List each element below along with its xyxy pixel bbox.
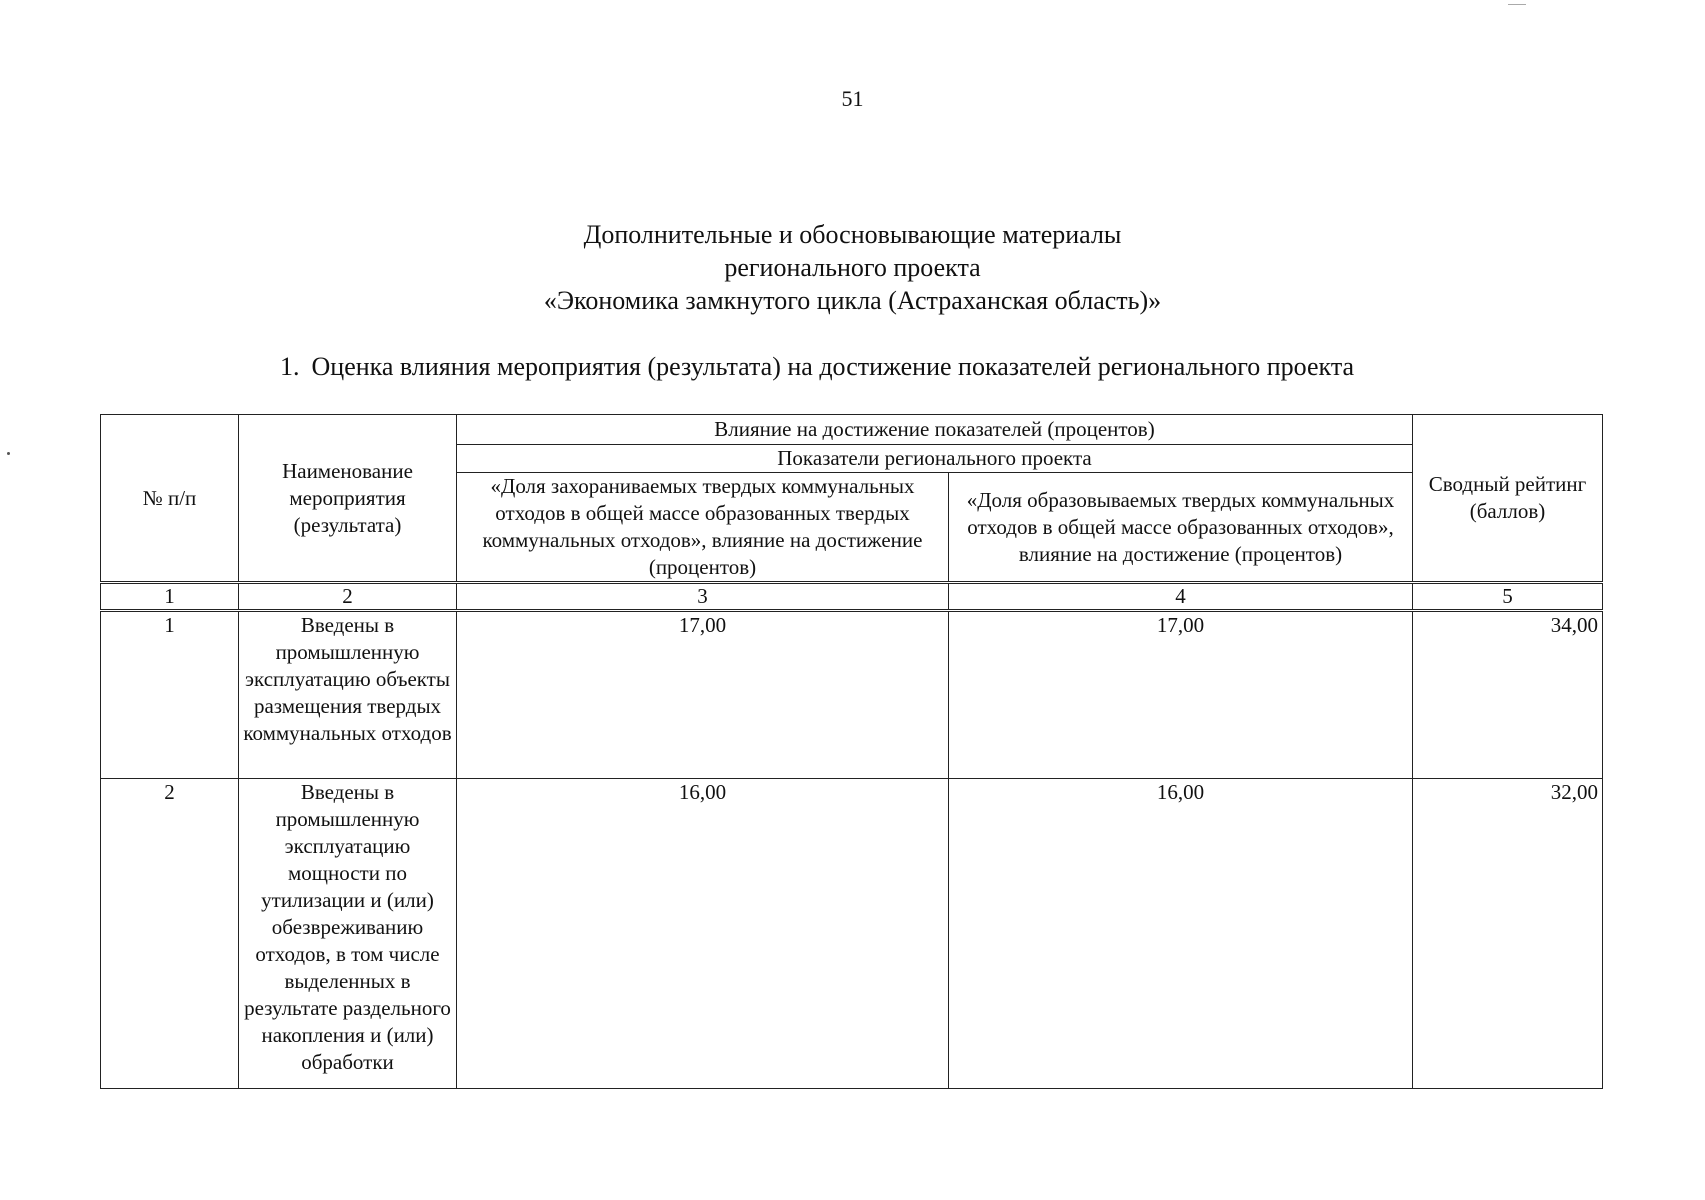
header-indicator-1: «Доля захораниваемых твердых коммунальных отходов в общей массе образованных твердых коммунальных отходов», влияние на достижение (процентов) bbox=[457, 473, 949, 583]
page-number: 51 bbox=[841, 86, 864, 111]
scan-line-artifact bbox=[1508, 4, 1526, 5]
table-row bbox=[101, 611, 1603, 779]
title-line-3: «Экономика замкнутого цикла (Астраханская область)» bbox=[543, 286, 1162, 315]
header-col-rating: Сводный рейтинг (баллов) bbox=[1413, 415, 1603, 583]
column-number-2: 2 bbox=[239, 583, 457, 611]
row-rating: 32,00 bbox=[1413, 779, 1603, 1089]
row-number: 1 bbox=[101, 611, 239, 779]
row-rating: 34,00 bbox=[1413, 611, 1603, 779]
header-group-indicators: Показатели регионального проекта bbox=[457, 445, 1413, 473]
header-col-name: Наименование мероприятия (результата) bbox=[239, 415, 457, 583]
column-number-4: 4 bbox=[949, 583, 1413, 611]
section-number: 1. bbox=[280, 352, 300, 381]
impact-table bbox=[100, 414, 1603, 1089]
column-number-5: 5 bbox=[1413, 583, 1603, 611]
column-number-1: 1 bbox=[101, 583, 239, 611]
row-value-indicator-2: 16,00 bbox=[949, 779, 1413, 1089]
section-heading bbox=[280, 352, 1354, 382]
header-col-num: № п/п bbox=[101, 415, 239, 583]
row-name: Введены в промышленную эксплуатацию объекты размещения твердых коммунальных отходов bbox=[239, 611, 457, 779]
header-group-impact: Влияние на достижение показателей (процентов) bbox=[457, 415, 1413, 445]
scan-speck bbox=[7, 452, 10, 455]
header-indicator-2: «Доля образовываемых твердых коммунальных отходов в общей массе образованных отходов», влияние на достижение (процентов) bbox=[949, 473, 1413, 583]
document-title bbox=[0, 218, 1705, 317]
table-row bbox=[101, 779, 1603, 1089]
title-line-2: регионального проекта bbox=[724, 253, 981, 282]
title-line-1: Дополнительные и обосновывающие материалы bbox=[583, 220, 1122, 249]
row-number: 2 bbox=[101, 779, 239, 1089]
section-heading-text: Оценка влияния мероприятия (результата) на достижение показателей регионального проекта bbox=[311, 352, 1355, 381]
column-number-3: 3 bbox=[457, 583, 949, 611]
row-value-indicator-1: 16,00 bbox=[457, 779, 949, 1089]
row-value-indicator-1: 17,00 bbox=[457, 611, 949, 779]
row-name: Введены в промышленную эксплуатацию мощности по утилизации и (или) обезвреживанию отходов, в том числе выделенных в результате раздельного накопления и (или) обработки bbox=[239, 779, 457, 1089]
row-value-indicator-2: 17,00 bbox=[949, 611, 1413, 779]
